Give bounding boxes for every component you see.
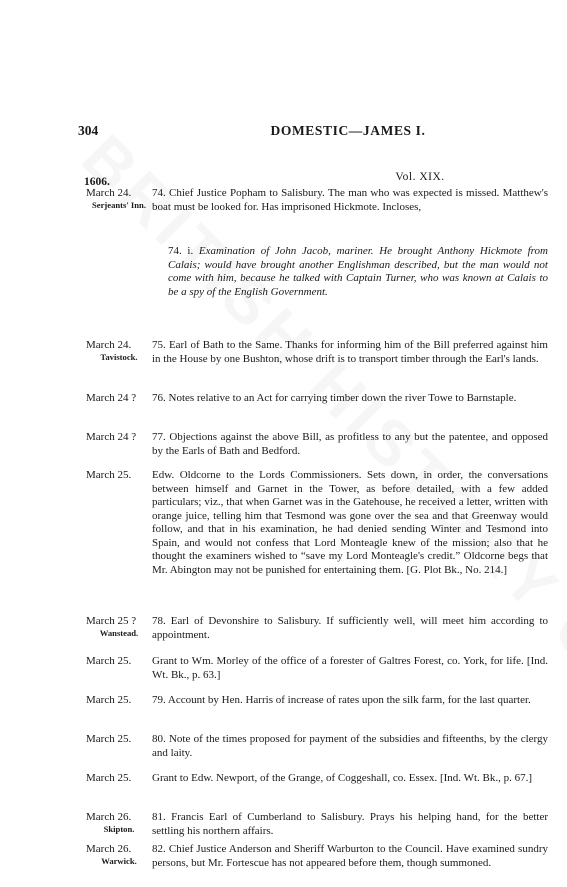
enclosure-number: 74. i. xyxy=(168,245,199,257)
entry-place: Wanstead. xyxy=(99,628,139,638)
entry-text: 82. Chief Justice Anderson and Sheriff Warburton to the Council. Have examined sundry persons, but Mr. Fortescue has not appeared before them, though summoned. xyxy=(152,843,548,869)
calendar-entry xyxy=(86,392,548,420)
entry-place: Warwick. xyxy=(101,856,137,866)
calendar-entry xyxy=(86,469,548,603)
page-number: 304 xyxy=(78,123,99,138)
entry-text: 77. Objections against the above Bill, as profitless to any but the patentee, and opposed by the Earls of Bath and Bedford. xyxy=(152,431,548,457)
entry-date: March 24 ? xyxy=(86,392,137,404)
calendar-entry xyxy=(86,811,548,839)
entry-date: March 24. xyxy=(86,187,132,199)
calendar-entry xyxy=(86,655,548,683)
entry-date: March 25. xyxy=(86,655,132,667)
entry-text: Grant to Wm. Morley of the office of a forester of Galtres Forest, co. York, for life. [Ind. Wt. Bk., p. 63.] xyxy=(152,655,548,681)
volume-label: Vol. XIX. xyxy=(395,171,445,183)
entry-place: Skipton. xyxy=(103,824,135,834)
entry-date: March 25. xyxy=(86,733,132,745)
entry-place: Serjeants' Inn. xyxy=(92,200,146,210)
entry-text xyxy=(168,245,548,299)
entry-date: March 25. xyxy=(86,772,132,784)
entry-text: 78. Earl of Devonshire to Salisbury. If sufficiently well, will meet him according to appointment. xyxy=(152,615,548,641)
entry-text: 81. Francis Earl of Cumberland to Salisbury. Prays his helping hand, for the better settling his northern affairs. xyxy=(152,811,548,837)
entry-date: March 26. xyxy=(86,811,132,823)
entry-text: Edw. Oldcorne to the Lords Commissioners. Sets down, in order, the conversations between himself and Garnet in the Tower, as before detailed, with a few added particulars; viz., that when Garnet was in the Gatehouse, he received a letter, written with orange juice, telling him that Tesmond was gone over the sea and that Greenway would follow, and that in his examination, he had denied sending Winter and Tesmond into Spain, and would not confess that Lord Monteagle knew of the mission; also that he thought the examiners wished to “save my Lord Monteagle's credit.” Oldcorne begs that Mr. Abington may not be punished for entertaining them. [G. Plot Bk., No. 214.] xyxy=(152,469,548,576)
calendar-entry xyxy=(86,733,548,761)
page-header xyxy=(78,123,518,143)
entry-place: Tavistock. xyxy=(100,352,138,362)
entry-text: 76. Notes relative to an Act for carrying timber down the river Towe to Barnstaple. xyxy=(152,392,517,404)
calendar-entry xyxy=(86,843,548,885)
calendar-entry xyxy=(86,431,548,459)
calendar-entry xyxy=(86,615,548,643)
year-label: 1606. xyxy=(84,176,110,188)
calendar-entry xyxy=(86,694,548,722)
entry-text: Grant to Edw. Newport, of the Grange, of Coggeshall, co. Essex. [Ind. Wt. Bk., p. 67.] xyxy=(152,772,533,784)
entry-text: 80. Note of the times proposed for payment of the subsidies and fifteenths, by the clergy and laity. xyxy=(152,733,548,759)
running-title: DOMESTIC—JAMES I. xyxy=(270,123,426,138)
entry-date: March 25. xyxy=(86,469,132,481)
entry-date: March 24 ? xyxy=(86,431,137,443)
entry-date: March 24. xyxy=(86,339,132,351)
entry-date: March 26. xyxy=(86,843,132,855)
entry-text: 79. Account by Hen. Harris of increase of rates upon the silk farm, for the last quarter. xyxy=(152,694,531,706)
entry-text: 74. Chief Justice Popham to Salisbury. The man who was expected is missed. Matthew's boat must be looked for. Has imprisoned Hickmote. Incloses, xyxy=(152,187,548,213)
enclosure-text: Examination of John Jacob, mariner. He brought Anthony Hickmote from Calais; would have brought another Englishman described, but the man would not come with him, because he talked with Captain Turner, who was known at Calais to be a spy of the English Government. xyxy=(168,245,548,298)
calendar-entry xyxy=(86,339,548,381)
calendar-entry xyxy=(86,187,548,239)
entry-text: 75. Earl of Bath to the Same. Thanks for informing him of the Bill preferred against him in the House by one Bushton, whose drift is to transport timber through the Earl's lands. xyxy=(152,339,548,365)
entry-date: March 25 ? xyxy=(86,615,137,627)
calendar-entry-enclosure xyxy=(86,245,548,327)
calendar-entry xyxy=(86,772,548,800)
entry-date: March 25. xyxy=(86,694,132,706)
